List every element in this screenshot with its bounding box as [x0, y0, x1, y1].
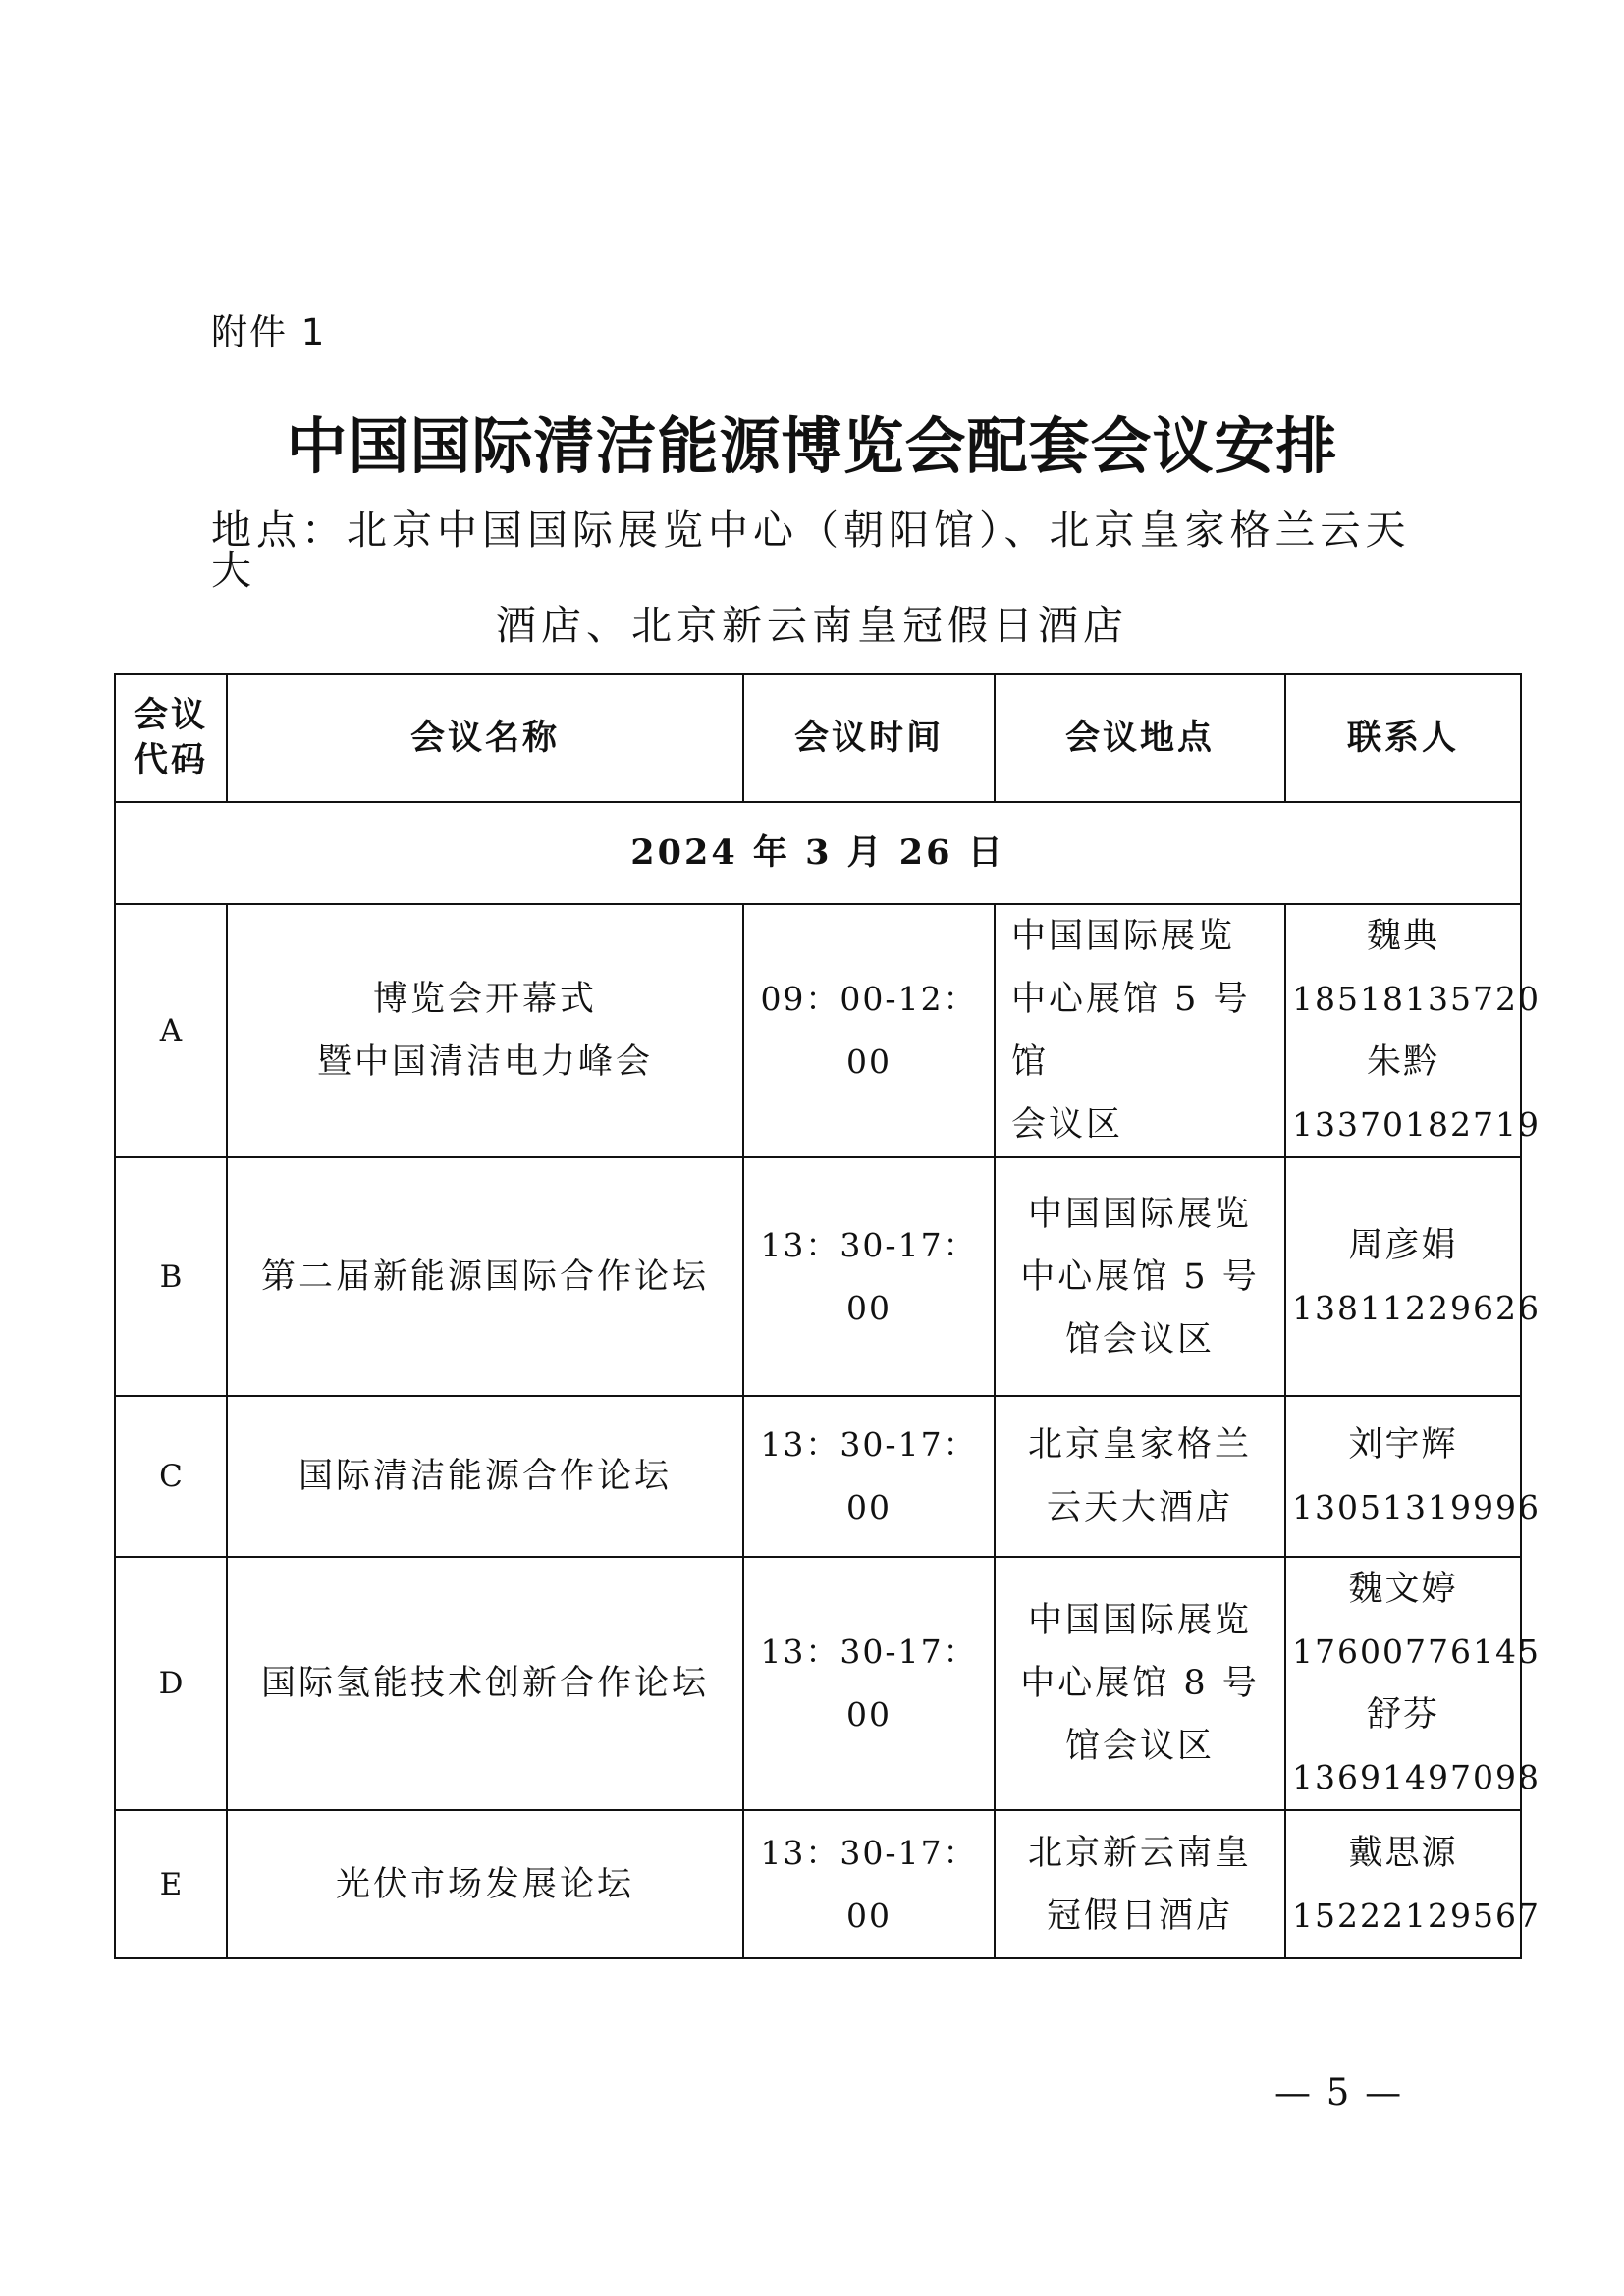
meeting-contact [1285, 1810, 1541, 1958]
meeting-venue-line-2: 中心展馆 5 号 [1020, 1256, 1260, 1297]
column-header-name: 会议名称 [227, 674, 743, 802]
meeting-venue [995, 1157, 1285, 1396]
contact-phone: 13691497098 [1292, 1758, 1541, 1796]
table-row [115, 1810, 1521, 1958]
contact-phone: 18518135720 [1292, 980, 1541, 1018]
meeting-time: 13：30-17：00 [743, 1557, 995, 1810]
meeting-code: D [115, 1557, 227, 1810]
meeting-code: E [115, 1810, 227, 1958]
table-row [115, 904, 1521, 1157]
contact-name: 魏典 [1366, 917, 1439, 956]
meeting-name: 第二届新能源国际合作论坛 [227, 1157, 743, 1396]
meeting-name: 国际清洁能源合作论坛 [227, 1396, 743, 1557]
meeting-name: 光伏市场发展论坛 [227, 1810, 743, 1958]
meeting-venue-line-2: 冠假日酒店 [1046, 1896, 1233, 1936]
meeting-venue-line-2: 云天大酒店 [1046, 1488, 1233, 1527]
attachment-label: 附件 1 [211, 311, 327, 353]
meeting-venue-line-3: 馆会议区 [1064, 1319, 1215, 1360]
meeting-contact [1285, 1396, 1541, 1557]
contact-phone: 15222129567 [1292, 1896, 1541, 1935]
location-line-1: 地点：北京中国国际展览中心（朝阳馆）、北京皇家格兰云天大 [211, 507, 1411, 594]
meeting-code: B [115, 1157, 227, 1396]
contact-name: 刘宇辉 [1348, 1425, 1458, 1465]
contact-phone: 13051319996 [1292, 1488, 1541, 1526]
table-row [115, 1557, 1521, 1810]
column-header-venue: 会议地点 [995, 674, 1285, 802]
contact-name: 魏文婷 [1348, 1570, 1458, 1609]
meeting-venue [995, 904, 1285, 1157]
column-header-code-line-1: 会议 [133, 695, 208, 735]
meeting-name [227, 904, 743, 1157]
meeting-time: 09：00-12：00 [743, 904, 995, 1157]
contact-name: 朱黔 [1366, 1042, 1439, 1082]
meeting-contact [1285, 904, 1541, 1157]
date-row [115, 802, 1521, 904]
column-header-code [115, 674, 227, 802]
contact-name: 戴思源 [1348, 1833, 1458, 1873]
meeting-venue-line-1: 北京皇家格兰 [1027, 1425, 1252, 1465]
meeting-venue-line-1: 中国国际展览 [1027, 1601, 1252, 1640]
contact-name: 周彦娟 [1348, 1225, 1458, 1265]
meeting-venue [995, 1810, 1285, 1958]
meeting-time: 13：30-17：00 [743, 1810, 995, 1958]
document-title: 中国国际清洁能源博览会配套会议安排 [286, 410, 1338, 482]
meeting-venue-line-3: 馆会议区 [1064, 1727, 1215, 1766]
meeting-venue-line-1: 北京新云南皇 [1027, 1833, 1252, 1873]
meeting-venue [995, 1396, 1285, 1557]
column-header-contact: 联系人 [1285, 674, 1521, 802]
location-line-2: 酒店、北京新云南皇冠假日酒店 [496, 602, 1128, 649]
date-cell: 2024 年 3 月 26 日 [115, 802, 1521, 904]
contact-phone: 13370182719 [1292, 1105, 1541, 1144]
contact-phone: 17600776145 [1292, 1632, 1541, 1671]
meeting-venue-line-1: 中国国际展览 [1027, 1194, 1252, 1234]
contact-name: 舒芬 [1366, 1695, 1439, 1735]
page-number: — 5 — [1274, 2071, 1404, 2113]
meeting-venue-line-3: 会议区 [1011, 1105, 1124, 1145]
contact-phone: 13811229626 [1292, 1288, 1541, 1327]
meeting-code: C [115, 1396, 227, 1557]
meeting-time: 13：30-17：00 [743, 1396, 995, 1557]
column-header-time: 会议时间 [743, 674, 995, 802]
table-row [115, 1157, 1521, 1396]
meeting-name: 国际氢能技术创新合作论坛 [227, 1557, 743, 1810]
column-header-code-line-2: 代码 [133, 740, 208, 780]
meeting-venue-line-1: 中国国际展览 [1011, 917, 1236, 956]
meeting-venue [995, 1557, 1285, 1810]
meeting-name-line-1: 博览会开幕式 [372, 980, 597, 1019]
meeting-code: A [115, 904, 227, 1157]
meeting-time: 13：30-17：00 [743, 1157, 995, 1396]
meeting-name-line-2: 暨中国清洁电力峰会 [316, 1042, 653, 1082]
meeting-contact [1285, 1557, 1541, 1810]
table-header-row [115, 674, 1521, 802]
table-row [115, 1396, 1521, 1557]
meeting-venue-line-2: 中心展馆 5 号馆 [1011, 980, 1251, 1082]
meeting-schedule-table [114, 673, 1541, 1959]
meeting-contact [1285, 1157, 1541, 1396]
meeting-venue-line-2: 中心展馆 8 号 [1020, 1664, 1260, 1703]
